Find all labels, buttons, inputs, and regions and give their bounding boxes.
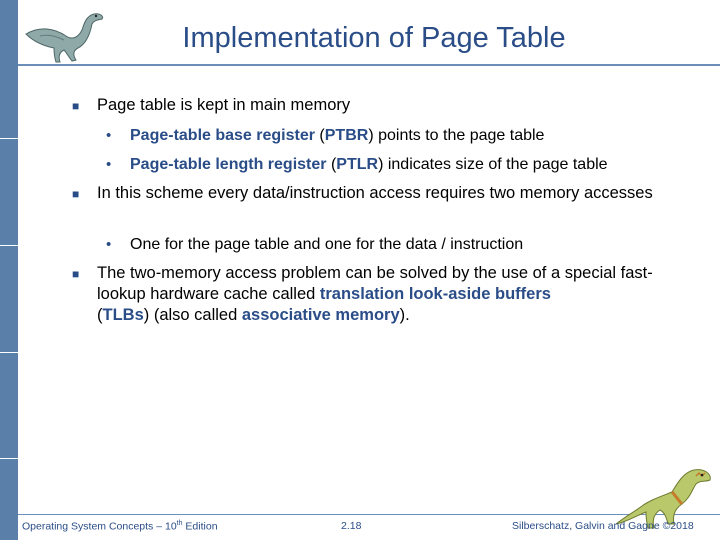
sub-bullet-text: Page-table base register (PTBR) points to the page table [130, 127, 545, 144]
square-bullet-icon: ■ [72, 267, 80, 281]
footer-page-number: 2.18 [341, 520, 362, 532]
dot-bullet-icon: • [106, 127, 112, 144]
sub-bullet-text: Page-table length register (PTLR) indicates size of the page table [130, 156, 608, 173]
sub-bullet-text: One for the page table and one for the data / instruction [130, 236, 524, 253]
bullet-item [72, 263, 682, 326]
footer-book-title: Operating System Concepts – 10th Edition [22, 520, 218, 533]
bullet-item [72, 95, 682, 116]
sub-bullet-item [106, 125, 706, 146]
bullet-text: Page table is kept in main memory [97, 96, 351, 114]
square-bullet-icon: ■ [72, 187, 80, 201]
bullet-text: The two-memory access problem can be solved by the use of a special fast-lookup hardware cache called translation look-aside buffers (TLBs) (also called associative memory). [97, 264, 653, 324]
square-bullet-icon: ■ [72, 99, 80, 113]
bullet-text: In this scheme every data/instruction access requires two memory accesses [97, 184, 653, 202]
dot-bullet-icon: • [106, 156, 112, 173]
dot-bullet-icon: • [106, 236, 112, 253]
slide-title: Implementation of Page Table [182, 22, 566, 54]
sub-bullet-item [106, 154, 706, 175]
footer-authors: Silberschatz, Galvin and Gagne ©2018 [512, 520, 694, 532]
bullet-item [72, 183, 682, 204]
sub-bullet-item [106, 234, 706, 255]
